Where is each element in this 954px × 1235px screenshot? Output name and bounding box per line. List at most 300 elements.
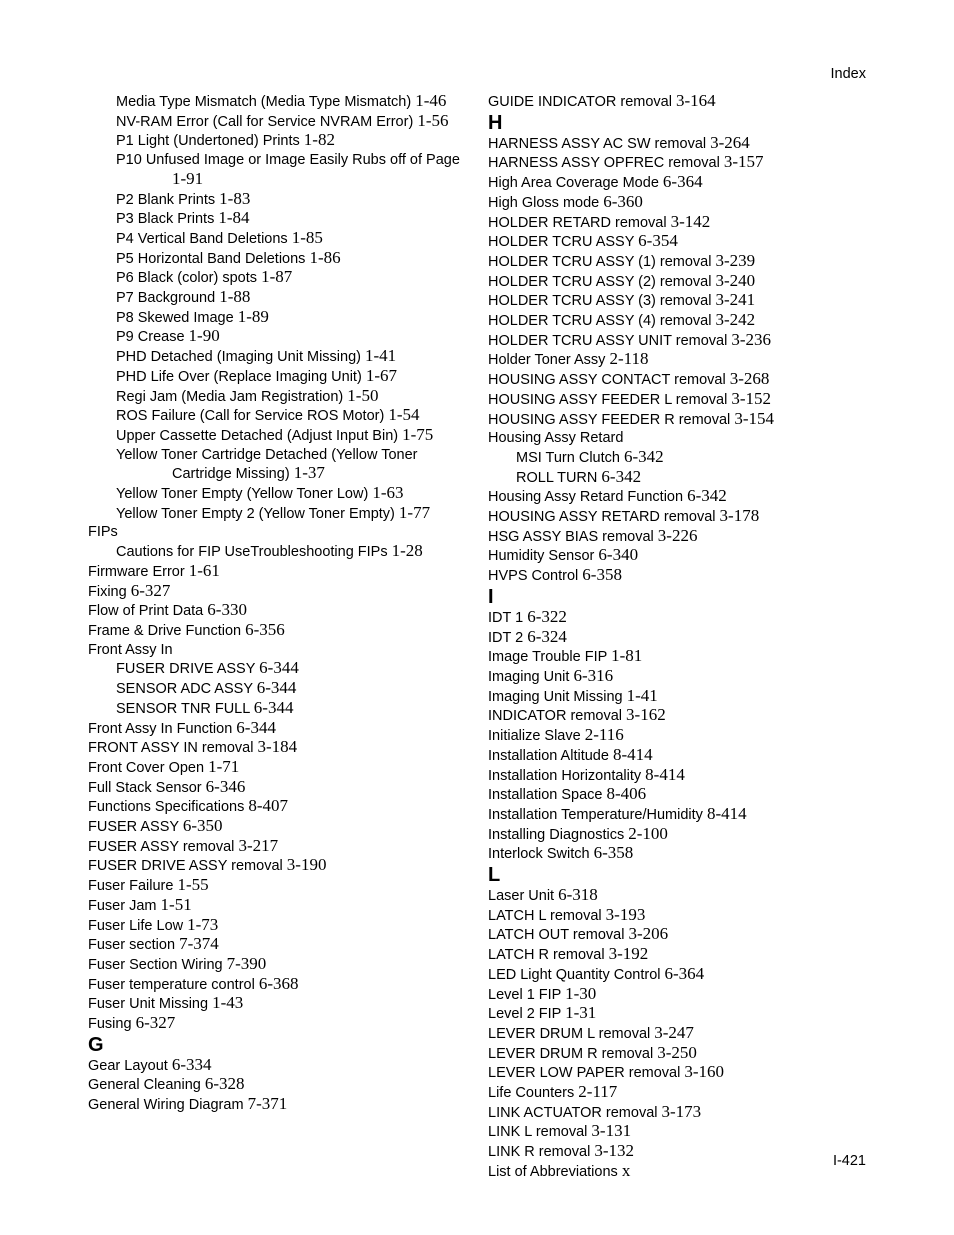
index-subentry: [88, 190, 473, 210]
page-reference: 1-63: [372, 483, 404, 503]
entry-text: HOLDER RETARD removal: [488, 214, 667, 231]
index-subentry: [88, 387, 473, 407]
page-reference: 3-236: [731, 329, 772, 349]
index-subentry: [88, 151, 473, 189]
index-entry: [88, 523, 473, 542]
page-reference: 1-89: [237, 306, 269, 326]
entry-text: HOLDER TCRU ASSY (2) removal: [488, 273, 712, 290]
entry-text: List of Abbreviations: [488, 1163, 618, 1180]
entry-text: NV-RAM Error (Call for Service NVRAM Error): [116, 113, 414, 130]
index-entry: [488, 566, 908, 586]
index-subentry: [88, 209, 473, 229]
page-reference: 3-192: [608, 944, 649, 964]
page-reference: 3-162: [626, 705, 666, 725]
entry-text: LINK R removal: [488, 1144, 591, 1161]
page-reference: 1-86: [309, 247, 341, 267]
entry-text: Front Assy In: [88, 641, 173, 658]
entry-text: HARNESS ASSY AC SW removal: [488, 135, 707, 152]
index-entry: [488, 1063, 908, 1083]
index-entry: [488, 825, 908, 845]
entry-text: Fuser Jam: [88, 897, 157, 914]
index-entry: [88, 994, 473, 1014]
page-reference: 6-344: [236, 717, 276, 737]
index-letter-heading: G: [88, 1033, 104, 1056]
page-reference: 6-364: [664, 963, 705, 983]
entry-text: Installing Diagnostics: [488, 826, 625, 843]
page-reference: 3-247: [654, 1022, 694, 1042]
page-reference: 7-371: [247, 1094, 288, 1114]
page-reference: 1-37: [293, 463, 325, 483]
page-reference: 2-100: [628, 823, 668, 843]
index-entry: [488, 527, 908, 547]
entry-text: IDT 2: [488, 629, 524, 646]
page-reference: 3-160: [684, 1062, 725, 1082]
entry-text: Gear Layout: [88, 1057, 168, 1074]
index-entry: [88, 582, 473, 602]
index-subentry: [88, 699, 473, 719]
entry-text: HOUSING ASSY CONTACT removal: [488, 372, 726, 389]
page-reference: 6-368: [258, 973, 299, 993]
page-reference: 1-85: [291, 227, 323, 247]
page-reference: 6-318: [558, 885, 598, 905]
index-entry: [88, 601, 473, 621]
entry-text: ROLL TURN: [516, 469, 598, 486]
index-entry: [88, 1056, 473, 1076]
page-reference: 1-41: [365, 346, 397, 366]
entry-text: LED Light Quantity Control: [488, 966, 661, 983]
entry-text: Fixing: [88, 583, 127, 600]
entry-text: LATCH L removal: [488, 907, 602, 924]
index-entry: [488, 647, 908, 667]
index-subentry: [88, 406, 473, 426]
page-reference: 6-330: [207, 600, 247, 620]
entry-text: Housing Assy Retard: [488, 430, 624, 447]
index-subentry: [88, 229, 473, 249]
index-entry: [488, 173, 908, 193]
entry-text: HOLDER TCRU ASSY: [488, 234, 635, 251]
entry-text: HOUSING ASSY FEEDER L removal: [488, 391, 728, 408]
entry-text: P10 Unfused Image or Image Easily Rubs off of Page: [116, 152, 460, 169]
entry-text: LEVER LOW PAPER removal: [488, 1065, 681, 1082]
page-reference: 3-184: [257, 737, 298, 757]
page-reference: 6-328: [204, 1074, 245, 1094]
index-entry: [88, 1014, 473, 1034]
index-subentry: [88, 268, 473, 288]
page-reference: 3-226: [657, 525, 698, 545]
index-entry: [488, 193, 908, 213]
page-reference: 3-239: [715, 250, 756, 270]
entry-text: High Gloss mode: [488, 194, 600, 211]
index-entry: [488, 1044, 908, 1064]
page-reference: 1-56: [417, 110, 449, 130]
index-entry: [488, 331, 908, 351]
index-subentry: [88, 92, 473, 112]
index-entry: [88, 562, 473, 582]
page-reference: 3-142: [670, 211, 711, 231]
index-entry: [488, 1083, 908, 1103]
entry-text: INDICATOR removal: [488, 708, 623, 725]
entry-text: FIPs: [88, 524, 118, 541]
index-entry: [488, 766, 908, 786]
entry-text: P2 Blank Prints: [116, 191, 216, 208]
page-reference: 6-364: [662, 172, 703, 192]
index-subentry: [88, 426, 473, 446]
page-reference: 1-51: [160, 894, 192, 914]
index-entry: [88, 1095, 473, 1115]
entry-text: High Area Coverage Mode: [488, 175, 659, 192]
index-letter-heading: H: [488, 111, 503, 134]
index-entry: [88, 778, 473, 798]
index-entry: [488, 272, 908, 292]
page-reference: 1-28: [391, 541, 423, 561]
entry-text: Firmware Error: [88, 563, 185, 580]
index-entry: [488, 1004, 908, 1024]
entry-text: Life Counters: [488, 1085, 575, 1102]
index-entry: [488, 608, 908, 628]
index-entry: [88, 935, 473, 955]
index-entry: [488, 370, 908, 390]
entry-text: Yellow Toner Cartridge Detached (Yellow Toner Cartridge Missing): [116, 446, 418, 483]
entry-text: PHD Life Over (Replace Imaging Unit): [116, 368, 362, 385]
page-reference: 3-132: [594, 1141, 635, 1161]
entry-text: Level 1 FIP: [488, 986, 562, 1003]
page-reference: 6-360: [603, 191, 643, 211]
entry-text: HOLDER TCRU ASSY (1) removal: [488, 253, 712, 270]
index-entry: [488, 785, 908, 805]
entry-text: SENSOR TNR FULL: [116, 700, 250, 717]
page-reference: 8-414: [706, 803, 747, 823]
page-reference: 1-75: [402, 424, 434, 444]
index-entry: [488, 726, 908, 746]
page-reference: 1-30: [565, 983, 597, 1003]
page-reference: 6-327: [130, 580, 171, 600]
index-subentry: [88, 542, 473, 562]
page-reference: 1-43: [212, 993, 244, 1013]
entry-text: General Wiring Diagram: [88, 1097, 244, 1114]
entry-text: Media Type Mismatch (Media Type Mismatch): [116, 94, 412, 110]
page-reference: 6-334: [171, 1054, 212, 1074]
page-reference: 1-46: [415, 91, 447, 110]
page-reference: 2-118: [609, 349, 649, 369]
page-reference: 6-346: [205, 776, 246, 796]
entry-text: HSG ASSY BIAS removal: [488, 528, 654, 545]
index-entry: [488, 291, 908, 311]
entry-text: LINK L removal: [488, 1124, 588, 1141]
entry-text: Functions Specifications: [88, 799, 245, 816]
index-subentry: [88, 327, 473, 347]
index-entry: [88, 758, 473, 778]
page-reference: 1-77: [398, 502, 431, 522]
index-entry: [488, 706, 908, 726]
entry-text: Cautions for FIP UseTroubleshooting FIPs: [116, 544, 388, 561]
page-reference: 3-178: [719, 506, 760, 526]
index-subentry: [88, 308, 473, 328]
index-entry: [488, 906, 908, 926]
entry-text: HOUSING ASSY FEEDER R removal: [488, 411, 731, 428]
page-reference: 8-414: [612, 744, 653, 764]
page-reference: 3-164: [676, 91, 716, 110]
page-reference: 3-190: [286, 855, 327, 875]
entry-text: HOLDER TCRU ASSY (3) removal: [488, 293, 712, 310]
page-reference: 6-354: [638, 231, 678, 251]
entry-text: Front Cover Open: [88, 759, 205, 776]
index-entry: [88, 621, 473, 641]
entry-text: Flow of Print Data: [88, 603, 204, 620]
page-reference: 6-342: [687, 486, 727, 506]
page-reference: 1-41: [626, 685, 658, 705]
page-reference: 1-88: [219, 287, 251, 307]
entry-text: FUSER ASSY removal: [88, 838, 235, 855]
page-reference: 3-173: [661, 1101, 702, 1121]
entry-text: Initialize Slave: [488, 728, 581, 745]
page-reference: 6-342: [623, 446, 664, 466]
index-entry: [488, 410, 908, 430]
entry-text: ROS Failure (Call for Service ROS Motor): [116, 408, 385, 425]
running-header: Index: [830, 66, 866, 82]
entry-text: Installation Temperature/Humidity: [488, 806, 703, 823]
page-reference: 6-316: [573, 665, 614, 685]
index-subentry: [88, 659, 473, 679]
page-reference: 1-81: [611, 646, 643, 666]
index-letter-heading: L: [488, 864, 501, 887]
index-entry: [488, 628, 908, 648]
index-entry: [488, 213, 908, 233]
index-subentry: [88, 504, 473, 524]
page-reference: 1-50: [347, 385, 379, 405]
entry-text: Imaging Unit: [488, 668, 570, 685]
index-subentry: [488, 448, 908, 468]
page-reference: 1-71: [208, 756, 240, 776]
page-reference: 3-240: [715, 270, 756, 290]
index-entry: [88, 876, 473, 896]
index-entry: [88, 817, 473, 837]
entry-text: HOLDER TCRU ASSY UNIT removal: [488, 332, 728, 349]
index-entry: [488, 844, 908, 864]
entry-text: Regi Jam (Media Jam Registration): [116, 388, 344, 405]
index-entry: [488, 985, 908, 1005]
entry-text: Imaging Unit Missing: [488, 688, 623, 705]
index-entry: [488, 886, 908, 906]
page-reference: 8-407: [248, 796, 289, 816]
index-entry: [488, 965, 908, 985]
page-reference: 1-61: [188, 560, 220, 580]
page-reference: 3-242: [715, 310, 756, 330]
page-reference: 2-117: [578, 1082, 618, 1102]
index-entry: [88, 837, 473, 857]
index-column-right: [488, 92, 908, 1182]
entry-text: Fuser temperature control: [88, 976, 255, 993]
entry-text: LEVER DRUM L removal: [488, 1025, 651, 1042]
index-entry: [88, 955, 473, 975]
index-column-left: [88, 92, 473, 1115]
entry-text: LATCH OUT removal: [488, 927, 625, 944]
index-subentry: [88, 131, 473, 151]
page-reference: 1-90: [188, 326, 220, 346]
page-reference: 3-152: [731, 388, 772, 408]
index-entry: [488, 487, 908, 507]
page-reference: 6-356: [245, 619, 285, 639]
entry-text: Yellow Toner Empty (Yellow Toner Low): [116, 486, 369, 503]
page-reference: 8-406: [606, 784, 647, 804]
index-entry: [488, 252, 908, 272]
entry-text: Fuser Life Low: [88, 917, 184, 934]
entry-text: LATCH R removal: [488, 947, 605, 964]
entry-text: P8 Skewed Image: [116, 309, 234, 326]
page-reference: 8-414: [645, 764, 685, 784]
entry-text: Full Stack Sensor: [88, 779, 202, 796]
entry-text: MSI Turn Clutch: [516, 449, 620, 466]
page-reference: 3-264: [710, 132, 750, 152]
page-reference: 6-342: [601, 466, 642, 486]
page-reference: 6-344: [256, 678, 297, 698]
index-entry: [488, 805, 908, 825]
index-entry: [88, 641, 473, 660]
entry-text: P6 Black (color) spots: [116, 270, 258, 287]
index-entry: [488, 925, 908, 945]
index-entry: [488, 1103, 908, 1123]
page-reference: 6-344: [259, 658, 299, 678]
entry-text: SENSOR ADC ASSY: [116, 681, 253, 698]
index-entry: [488, 746, 908, 766]
page-reference: 7-374: [179, 934, 219, 954]
entry-text: P7 Background: [116, 290, 216, 307]
entry-text: P3 Black Prints: [116, 211, 215, 228]
index-subentry: [88, 484, 473, 504]
index-entry: [488, 945, 908, 965]
page-reference: 1-91: [172, 168, 204, 188]
index-entry: [488, 232, 908, 252]
entry-text: LEVER DRUM R removal: [488, 1045, 654, 1062]
entry-text: Installation Space: [488, 787, 603, 804]
page-reference: 3-157: [723, 152, 764, 172]
entry-text: Installation Altitude: [488, 747, 609, 764]
entry-text: Yellow Toner Empty 2 (Yellow Toner Empty): [116, 505, 395, 522]
entry-text: Humidity Sensor: [488, 548, 595, 565]
entry-text: Frame & Drive Function: [88, 622, 242, 639]
page-reference: 1-87: [261, 267, 293, 287]
page-reference: 6-324: [527, 626, 567, 646]
page-reference: 3-217: [238, 835, 279, 855]
index-entry: [488, 667, 908, 687]
index-entry: [488, 134, 908, 154]
entry-text: FUSER DRIVE ASSY: [116, 661, 256, 678]
index-subentry: [88, 367, 473, 387]
entry-text: Fusing: [88, 1016, 132, 1033]
entry-text: IDT 1: [488, 609, 524, 626]
page-reference: 1-83: [219, 188, 251, 208]
page-reference: x: [621, 1160, 631, 1180]
index-subentry: [88, 347, 473, 367]
entry-text: HARNESS ASSY OPFREC removal: [488, 155, 720, 172]
entry-text: P9 Crease: [116, 329, 185, 346]
index-entry: [88, 975, 473, 995]
entry-text: FUSER ASSY: [88, 819, 179, 836]
index-entry: [88, 896, 473, 916]
entry-text: HVPS Control: [488, 568, 579, 585]
entry-text: Laser Unit: [488, 888, 555, 905]
page-reference: 3-131: [591, 1121, 632, 1141]
entry-text: Image Trouble FIP: [488, 649, 608, 666]
page-reference: 1-82: [303, 130, 335, 150]
page-reference: 6-327: [135, 1013, 176, 1033]
index-entry: [88, 797, 473, 817]
page-reference: 6-344: [253, 697, 294, 717]
index-entry: [488, 153, 908, 173]
entry-text: Fuser Failure: [88, 878, 174, 895]
index-entry: [488, 92, 908, 112]
index-entry: [488, 546, 908, 566]
page-reference: 3-241: [715, 290, 756, 310]
page-reference: 3-268: [729, 369, 770, 389]
index-subentry: [88, 249, 473, 269]
page-reference: 6-358: [593, 843, 634, 863]
index-entry: [488, 350, 908, 370]
index-subentry: [88, 288, 473, 308]
entry-text: P1 Light (Undertoned) Prints: [116, 133, 300, 150]
index-subentry: [88, 679, 473, 699]
page-reference: 3-193: [605, 904, 646, 924]
index-entry: [88, 856, 473, 876]
page-reference: 3-206: [628, 924, 669, 944]
index-entry: [88, 916, 473, 936]
index-entry: [88, 719, 473, 739]
index-entry: [488, 429, 908, 448]
page-reference: 6-350: [182, 816, 223, 836]
entry-text: Fuser Unit Missing: [88, 996, 209, 1013]
page-reference: 1-84: [218, 208, 250, 228]
entry-text: Installation Horizontality: [488, 767, 642, 784]
entry-text: Housing Assy Retard Function: [488, 489, 684, 506]
index-entry: [88, 1075, 473, 1095]
page-reference: 3-154: [734, 408, 774, 428]
entry-text: Front Assy In Function: [88, 720, 233, 737]
index-entry: [488, 687, 908, 707]
index-entry: [88, 738, 473, 758]
index-entry: [488, 1024, 908, 1044]
entry-text: P4 Vertical Band Deletions: [116, 230, 288, 247]
page-number: I-421: [832, 1153, 866, 1169]
page-reference: 6-340: [598, 545, 639, 565]
index-entry: [488, 507, 908, 527]
entry-text: GUIDE INDICATOR removal: [488, 94, 672, 110]
page-reference: 1-73: [187, 914, 219, 934]
page-reference: 1-55: [177, 875, 209, 895]
entry-text: LINK ACTUATOR removal: [488, 1104, 658, 1121]
page-reference: 6-358: [582, 565, 622, 585]
index-subentry: [88, 112, 473, 132]
page-reference: 2-116: [584, 725, 624, 745]
entry-text: FRONT ASSY IN removal: [88, 740, 254, 757]
page-reference: 1-31: [565, 1003, 597, 1023]
entry-text: FUSER DRIVE ASSY removal: [88, 858, 283, 875]
entry-text: PHD Detached (Imaging Unit Missing): [116, 349, 361, 366]
entry-text: General Cleaning: [88, 1077, 201, 1094]
index-letter-heading: I: [488, 585, 494, 608]
entry-text: Fuser section: [88, 937, 176, 954]
index-subentry: [88, 446, 473, 484]
entry-text: Level 2 FIP: [488, 1006, 562, 1023]
entry-text: Upper Cassette Detached (Adjust Input Bin): [116, 427, 399, 444]
entry-text: Interlock Switch: [488, 846, 590, 863]
entry-text: P5 Horizontal Band Deletions: [116, 250, 306, 267]
index-entry: [488, 311, 908, 331]
index-entry: [488, 390, 908, 410]
entry-text: Fuser Section Wiring: [88, 956, 223, 973]
page-reference: 6-322: [527, 606, 567, 626]
index-subentry: [488, 468, 908, 488]
entry-text: HOUSING ASSY RETARD removal: [488, 509, 716, 526]
entry-text: Holder Toner Assy: [488, 352, 606, 369]
